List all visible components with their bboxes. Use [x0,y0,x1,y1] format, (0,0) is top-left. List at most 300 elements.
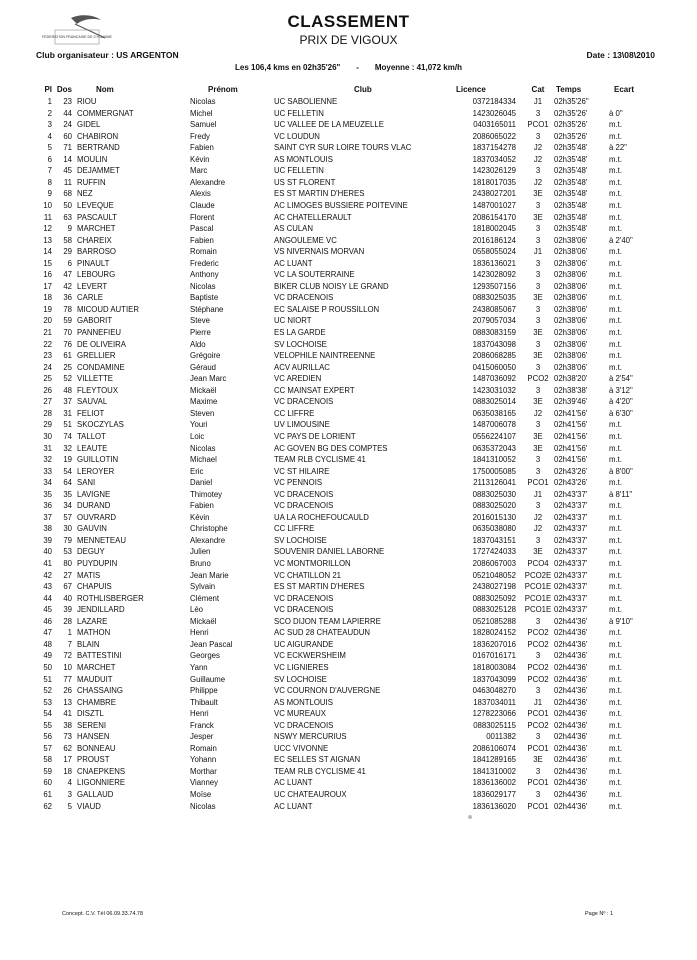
cell-prenom: Vianney [190,778,219,788]
cell-ecart: m.t. [609,501,622,511]
table-row [36,281,666,292]
table-row [36,801,666,812]
table-row [36,720,666,731]
cell-club: CC LIFFRE [274,524,315,534]
cell-pl: 47 [43,628,52,638]
cell-licence: 1836207016 [472,639,516,649]
cell-dos: 73 [63,732,72,742]
cell-pl: 53 [43,697,52,707]
cell-nom: LIGONNIERE [77,778,126,788]
col-dos: Dos [56,85,72,94]
cell-dos: 63 [63,212,72,222]
col-cat: Cat [531,85,545,94]
cell-club: VC COURNON D'AUVERGNE [274,686,381,696]
cell-dos: 13 [63,697,72,707]
cell-cat: 3 [535,732,541,742]
table-row [36,304,666,315]
cell-dos: 74 [63,431,72,441]
cell-ecart: m.t. [609,131,622,141]
cell-pl: 58 [43,755,52,765]
cell-temps: 02h38'06' [554,281,588,291]
cell-nom: COMMERGNAT [77,108,134,118]
cell-dos: 19 [63,455,72,465]
cell-club: VC PAYS DE LORIENT [274,431,356,441]
cell-pl: 50 [43,662,52,672]
cell-pl: 61 [43,790,52,799]
cell-cat: PCO2E [524,570,552,580]
cell-ecart: m.t. [609,177,622,187]
cell-licence: 2438027198 [472,582,516,592]
cell-ecart: m.t. [609,628,622,638]
table-row [36,535,666,546]
cell-cat: 3E [533,189,543,199]
table-row [36,431,666,442]
cell-prenom: Mickaël [190,385,217,395]
cell-nom: BARROSO [77,247,116,257]
cell-pl: 25 [43,374,52,384]
cell-temps: 02h38'38' [554,385,588,395]
table-row [36,188,666,199]
cell-ecart: m.t. [609,362,622,372]
table-row [36,685,666,696]
cell-pl: 6 [47,154,52,164]
cell-club: AC SUD 28 CHATEAUDUN [274,628,371,638]
cell-dos: 68 [63,189,72,199]
cell-nom: FELIOT [77,408,105,418]
cell-pl: 28 [43,408,52,418]
cell-cat: J2 [533,177,543,187]
cell-cat: 3E [533,397,543,407]
cell-temps: 02h43'37' [554,605,588,615]
cell-nom: LAVIGNE [77,489,111,499]
cell-pl: 15 [43,258,52,268]
cell-licence: 1836136002 [472,778,516,788]
cell-nom: DEGUY [77,547,105,557]
cell-dos: 60 [63,131,72,141]
cell-pl: 9 [47,189,52,199]
cell-club: SAINT CYR SUR LOIRE TOURS VLAC [274,143,412,153]
table-row [36,777,666,788]
cell-temps: 02h35'26' [554,120,588,130]
cell-pl: 23 [43,351,52,361]
cell-nom: MOULIN [77,154,108,164]
cell-licence: 1837043099 [472,674,516,684]
cell-pl: 30 [43,431,52,441]
cell-prenom: Franck [190,720,214,730]
cell-ecart: à 2'54" [609,374,633,384]
cell-dos: 11 [63,177,72,187]
cell-temps: 02h44'36' [554,639,588,649]
cell-ecart: m.t. [609,605,622,615]
cell-pl: 29 [43,420,52,430]
cell-nom: SANI [77,478,96,488]
cell-club: NSWY MERCURIUS [274,732,347,742]
cell-licence: 1487001027 [472,200,516,210]
cell-temps: 02h39'46' [554,397,588,407]
cell-nom: LEVEQUE [77,200,114,210]
table-row [36,258,666,269]
cell-cat: 3 [535,466,541,476]
cell-cat: 3 [535,339,541,349]
cell-dos: 17 [63,755,72,765]
cell-nom: MENNETEAU [77,535,126,545]
cell-club: UC AIGURANDE [274,639,334,649]
table-row [36,350,666,361]
cell-nom: MATIS [77,570,101,580]
table-row [36,639,666,650]
cell-club: TEAM RLB CYCLISME 41 [274,766,366,776]
table-row [36,604,666,615]
cell-prenom: Henri [190,628,209,638]
cell-licence: 1487006078 [472,420,516,430]
cell-pl: 33 [43,466,52,476]
table-row [36,650,666,661]
cell-temps: 02h43'37' [554,547,588,557]
cell-temps: 02h38'06' [554,351,588,361]
cell-prenom: Maxime [190,397,218,407]
cell-ecart: m.t. [609,593,622,603]
cell-club: VS NIVERNAIS MORVAN [274,247,365,257]
cell-ecart: m.t. [609,778,622,788]
cell-club: VC DRACENOIS [274,293,334,303]
cell-ecart: m.t. [609,420,622,430]
cell-ecart: m.t. [609,512,622,522]
cell-ecart: m.t. [609,766,622,776]
cell-temps: 02h35'26' [554,131,588,141]
cell-cat: PCO1 [527,709,549,719]
cell-club: EC SELLES ST AIGNAN [274,755,361,765]
cell-temps: 02h35'48' [554,143,588,153]
cell-cat: J2 [533,408,543,418]
cell-pl: 51 [43,674,52,684]
cell-licence: 1837034011 [473,697,516,707]
cell-club: US ST FLORENT [274,177,336,187]
cell-dos: 1 [67,628,72,638]
cell-ecart: à 2'40" [609,235,633,245]
cell-dos: 64 [63,478,72,488]
cell-cat: J2 [533,512,543,522]
cell-licence: 1423026129 [472,166,516,176]
cell-cat: 3E [533,293,543,303]
cell-temps: 02h41'56' [554,420,588,430]
cell-pl: 56 [43,732,52,742]
cell-nom: VILLETTE [77,374,113,384]
cell-prenom: Marc [190,166,208,176]
cell-dos: 5 [67,801,72,811]
cell-club: UCC VIVONNE [274,743,329,753]
cell-prenom: Thimotey [190,489,223,499]
cell-dos: 39 [63,605,72,615]
cell-ecart: m.t. [609,582,622,592]
cell-club: ACV AURILLAC [274,362,330,372]
cell-pl: 22 [43,339,52,349]
cell-licence: 2086068285 [472,351,516,361]
cell-ecart: m.t. [609,720,622,730]
cell-ecart: à 4'20" [609,397,633,407]
cell-cat: 3 [535,166,541,176]
cell-club: UV LIMOUSINE [274,420,330,430]
cell-temps: 02h43'37' [554,524,588,534]
cell-club: ES ST MARTIN D'HERES [274,582,365,592]
cell-nom: VIAUD [77,801,101,811]
cell-licence: 2086106074 [472,743,516,753]
col-club: Club [354,85,372,94]
cell-licence: 2086154170 [472,212,516,222]
cell-nom: MARCHET [77,662,116,672]
cell-prenom: Alexandre [190,177,226,187]
cell-ecart: à 9'10" [609,616,633,626]
cell-nom: GALLAUD [77,790,114,799]
table-row [36,292,666,303]
cell-temps: 02h43'37' [554,570,588,580]
cell-temps: 02h44'36' [554,790,588,799]
cell-dos: 52 [63,374,72,384]
cell-prenom: Yohann [190,755,217,765]
cell-temps: 02h35'48' [554,177,588,187]
cell-pl: 35 [43,489,52,499]
cell-prenom: Fredy [190,131,210,141]
cell-prenom: Alexis [190,189,211,199]
cell-club: VC MUREAUX [274,709,326,719]
cell-temps: 02h44'36' [554,732,588,742]
cell-temps: 02h38'06' [554,258,588,268]
cell-nom: LEROYER [77,466,115,476]
cell-temps: 02h44'36' [554,686,588,696]
table-row [36,789,666,800]
cell-ecart: m.t. [609,709,622,719]
cell-dos: 77 [63,674,72,684]
cell-nom: CHAMBRE [77,697,116,707]
cell-ecart: m.t. [609,224,622,234]
cell-cat: J1 [533,247,543,257]
cell-cat: 3 [535,455,541,465]
cell-temps: 02h44'36' [554,766,588,776]
cell-prenom: Youri [190,420,208,430]
cell-nom: LAZARE [77,616,108,626]
table-row [36,246,666,257]
cell-dos: 6 [67,258,72,268]
table-row [36,327,666,338]
table-row [36,269,666,280]
cell-pl: 62 [43,801,52,811]
cell-cat: 3 [535,362,541,372]
cell-temps: 02h35'26" [554,97,589,106]
cell-licence: 0521085288 [472,616,516,626]
cell-ecart: m.t. [609,639,622,649]
cell-temps: 02h38'06' [554,339,588,349]
col-pl: Pl [44,85,52,94]
cell-dos: 3 [67,790,72,799]
col-ecart: Ecart [614,85,635,94]
cell-cat: 3 [535,501,541,511]
cell-temps: 02h43'37' [554,489,588,499]
cell-temps: 02h43'26' [554,478,588,488]
cell-pl: 37 [43,512,52,522]
cell-licence: 2079057034 [472,316,516,326]
cell-licence: 2086067003 [472,559,516,568]
cell-temps: 02h38'06' [554,316,588,326]
cell-licence: 1837034052 [472,154,516,164]
cell-pl: 60 [43,778,52,788]
cell-cat: PCO1 [527,120,549,130]
cell-club: UC FELLETIN [274,166,324,176]
cell-club: VC AREDIEN [274,374,322,384]
cell-ecart: m.t. [609,743,622,753]
table-row [36,223,666,234]
scan-mark [468,815,472,819]
cell-nom: ROTHLISBERGER [77,593,144,603]
cell-prenom: Yann [190,662,208,672]
cell-cat: 3 [535,651,541,661]
cell-club: TEAM RLB CYCLISME 41 [274,455,366,465]
cell-licence: 0883083159 [472,328,516,337]
cell-pl: 59 [43,766,52,776]
table-row [36,466,666,477]
cell-temps: 02h43'37' [554,501,588,511]
cell-temps: 02h44'36' [554,743,588,753]
table-row [36,570,666,581]
cell-pl: 44 [43,593,52,603]
cell-temps: 02h44'36' [554,720,588,730]
cell-cat: J1 [533,489,543,499]
table-row [36,546,666,557]
cell-pl: 57 [43,743,52,753]
cell-ecart: m.t. [609,732,622,742]
cell-cat: PCO1 [527,801,549,811]
cell-licence: 0883025115 [473,720,516,730]
cell-licence: 2086065022 [472,131,516,141]
cell-prenom: Loic [190,431,205,441]
cell-prenom: Michael [190,455,217,465]
logo-text: FEDERATION FRANCAISE DE CYCLISME [42,35,112,39]
cell-cat: 3E [533,351,543,361]
cell-dos: 48 [63,385,72,395]
cell-temps: 02h43'37' [554,582,588,592]
cell-dos: 45 [63,166,72,176]
cell-club: UC VALLEE DE LA MEUZELLE [274,120,384,130]
cell-cat: 3 [535,224,541,234]
cell-pl: 48 [43,639,52,649]
table-row [36,489,666,500]
cell-dos: 31 [63,408,72,418]
cell-ecart: m.t. [609,697,622,707]
cell-pl: 54 [43,709,52,719]
cell-nom: SAUVAL [77,397,108,407]
cell-pl: 32 [43,455,52,465]
cell-ecart: m.t. [609,200,622,210]
cell-club: AC LUANT [274,258,313,268]
cell-pl: 10 [43,200,52,210]
cell-temps: 02h41'56' [554,443,588,453]
cell-club: EC SALAISE P ROUSSILLON [274,304,380,314]
cell-pl: 14 [43,247,52,257]
cell-club: ES ST MARTIN D'HERES [274,189,365,199]
cell-nom: GRELLIER [77,351,116,361]
cell-club: VC ECKWERSHEIM [274,651,346,661]
race-name: PRIX DE VIGOUX [299,33,398,47]
cell-dos: 80 [63,559,72,568]
cell-cat: PCO2 [527,628,549,638]
cell-ecart: m.t. [609,455,622,465]
cell-nom: MAUDUIT [77,674,113,684]
cell-cat: 3 [535,616,541,626]
cell-club: SOUVENIR DANIEL LABORNE [274,547,385,557]
cell-club: CC LIFFRE [274,408,315,418]
cell-club: UC SABOLIENNE [274,97,338,106]
cell-prenom: Clément [190,593,220,603]
cell-dos: 35 [63,489,72,499]
table-row [36,154,666,165]
cell-temps: 02h38'06' [554,328,588,337]
cell-club: VC CHATILLON 21 [274,570,342,580]
table-row [36,477,666,488]
cell-licence: 0883025092 [472,593,516,603]
cell-licence: 0463048270 [472,686,516,696]
cell-nom: CNAEPKENS [77,766,126,776]
table-row [36,662,666,673]
cell-temps: 02h44'36' [554,697,588,707]
cell-licence: 1293507156 [472,281,516,291]
cell-ecart: m.t. [609,258,622,268]
cell-temps: 02h44'36' [554,674,588,684]
cell-club: AC LUANT [274,801,313,811]
cell-nom: PUYDUPIN [77,559,118,568]
cell-licence: 0011382 [486,732,516,742]
cell-nom: DE OLIVEIRA [77,339,126,349]
cell-licence: 0558055024 [472,247,516,257]
table-row [36,339,666,350]
cell-dos: 67 [63,582,72,592]
cell-licence: 1423028092 [472,270,516,280]
cell-cat: 3 [535,108,541,118]
cell-cat: 3 [535,686,541,696]
table-row [36,593,666,604]
cell-licence: 0372184334 [472,97,516,106]
cell-dos: 28 [63,616,72,626]
cell-nom: DEJAMMET [77,166,120,176]
table-row [36,731,666,742]
table-row [36,235,666,246]
cell-club: BIKER CLUB NOISY LE GRAND [274,281,389,291]
cell-dos: 34 [63,501,72,511]
cell-dos: 32 [63,443,72,453]
col-temps: Temps [556,85,582,94]
cell-prenom: Michel [190,108,213,118]
table-row [36,108,666,119]
cell-ecart: m.t. [609,351,622,361]
cell-pl: 41 [43,559,52,568]
cell-dos: 26 [63,686,72,696]
cell-pl: 20 [43,316,52,326]
cell-nom: CHAREIX [77,235,112,245]
cell-licence: 1837043151 [472,535,516,545]
cell-licence: 1841310052 [472,455,516,465]
table-row [36,766,666,777]
cell-dos: 38 [63,720,72,730]
cell-prenom: Claude [190,200,215,210]
cell-dos: 27 [63,570,72,580]
cell-licence: 1818003084 [472,662,516,672]
cell-pl: 11 [43,212,52,222]
cell-pl: 55 [43,720,52,730]
cell-cat: PCO2 [527,639,549,649]
cell-licence: 1750005085 [472,466,516,476]
cell-club: SV LOCHOISE [274,535,327,545]
cell-licence: 2438085067 [472,304,516,314]
cell-dos: 70 [63,328,72,337]
cell-club: VC LA SOUTERRAINE [274,270,355,280]
footer-credit: Concept. C.V. Tél 06.09.33.74.78 [62,911,144,917]
